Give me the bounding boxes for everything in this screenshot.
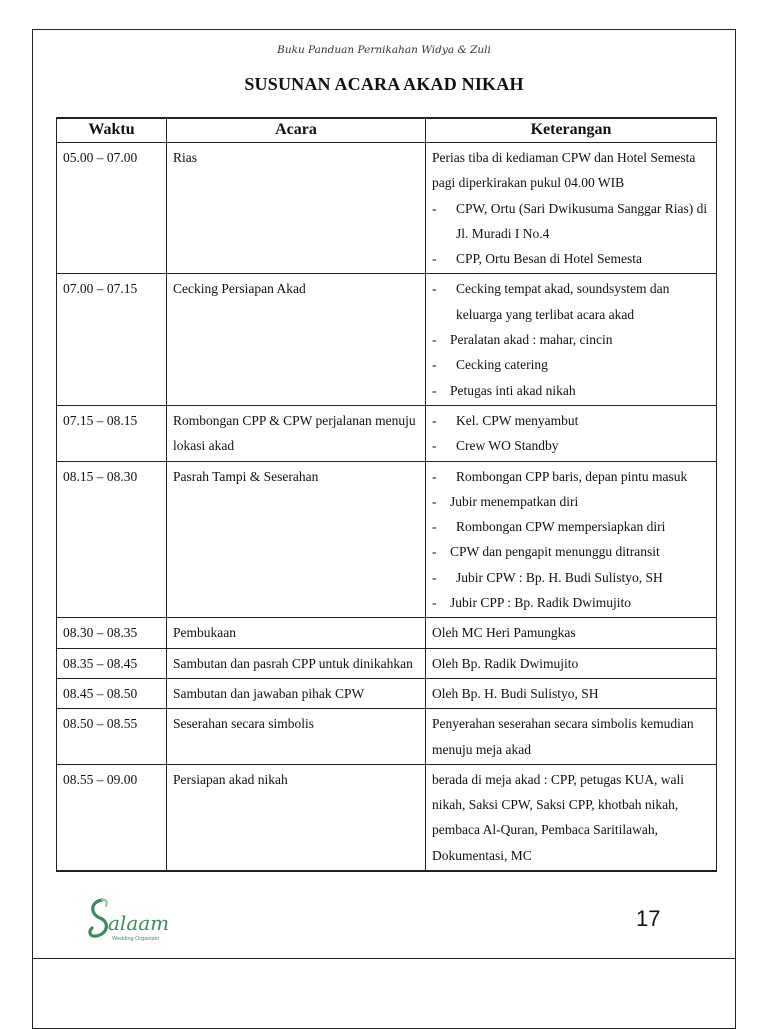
table-row: [57, 143, 717, 274]
cell-acara: Seserahan secara simbolis: [167, 709, 426, 765]
bullet-dash: -: [432, 281, 437, 297]
table-row: [57, 678, 717, 708]
bullet-dash: -: [432, 332, 437, 348]
cell-acara: Persiapan akad nikah: [167, 764, 426, 871]
keterangan-text: Oleh Bp. Radik Dwimujito: [432, 655, 579, 671]
bullet-text: CPW dan pengapit menunggu ditransit: [450, 544, 660, 560]
cell-keterangan: [426, 764, 717, 871]
cell-acara: Rombongan CPP & CPW perjalanan menuju lokasi akad: [167, 405, 426, 461]
cell-acara: Rias: [167, 143, 426, 274]
cell-waktu: 07.15 – 08.15: [57, 405, 167, 461]
bullet-text: Petugas inti akad nikah: [450, 382, 576, 398]
bullet-text: CPP, Ortu Besan di Hotel Semesta: [456, 251, 642, 267]
column-header-waktu: Waktu: [57, 118, 167, 143]
keterangan-text: Oleh MC Heri Pamungkas: [432, 625, 576, 641]
bullet-text: Cecking tempat akad, soundsystem dan keluarga yang terlibat acara akad: [456, 281, 670, 322]
cell-acara: Pasrah Tampi & Seserahan: [167, 461, 426, 618]
keterangan-bullet: [432, 489, 710, 514]
keterangan-bullet: [432, 464, 710, 489]
cell-keterangan: [426, 143, 717, 274]
bullet-dash: -: [432, 438, 437, 454]
bullet-text: CPW, Ortu (Sari Dwikusuma Sanggar Rias) di Jl. Muradi I No.4: [456, 200, 708, 241]
keterangan-text: Oleh Bp. H. Budi Sulistyo, SH: [432, 685, 599, 701]
cell-keterangan: [426, 648, 717, 678]
bullet-text: Peralatan akad : mahar, cincin: [450, 332, 613, 348]
cell-waktu: 08.15 – 08.30: [57, 461, 167, 618]
logo-wordmark: alaam: [108, 911, 170, 935]
cell-keterangan: [426, 618, 717, 648]
keterangan-bullet: [432, 246, 710, 271]
keterangan-bullet: [432, 590, 710, 615]
salaam-logo-graphic: [86, 894, 186, 946]
cell-waktu: 08.55 – 09.00: [57, 764, 167, 871]
running-header: Buku Panduan Pernikahan Widya & Zuli: [277, 44, 491, 56]
cell-keterangan: [426, 274, 717, 405]
cell-keterangan: [426, 678, 717, 708]
keterangan-bullet: [432, 276, 710, 327]
keterangan-bullet: [432, 433, 710, 458]
table-row: [57, 618, 717, 648]
cell-waktu: 07.00 – 07.15: [57, 274, 167, 405]
cell-keterangan: [426, 461, 717, 618]
cell-acara: Sambutan dan pasrah CPP untuk dinikahkan: [167, 648, 426, 678]
cell-keterangan: [426, 405, 717, 461]
table-header-row: [57, 118, 717, 143]
bullet-text: Cecking catering: [456, 357, 548, 373]
keterangan-text: Perias tiba di kediaman CPW dan Hotel Semesta pagi diperkirakan pukul 04.00 WIB: [432, 150, 696, 191]
table-row: [57, 274, 717, 405]
keterangan-text: Penyerahan seserahan secara simbolis kemudian menuju meja akad: [432, 716, 694, 757]
bullet-text: Jubir CPW : Bp. H. Budi Sulistyo, SH: [456, 569, 663, 585]
bullet-dash: -: [432, 357, 437, 373]
column-header-keterangan: Keterangan: [426, 118, 717, 143]
keterangan-bullet: [432, 327, 710, 352]
bullet-dash: -: [432, 519, 437, 535]
column-header-acara: Acara: [167, 118, 426, 143]
bullet-text: Jubir menempatkan diri: [450, 493, 579, 509]
bullet-dash: -: [432, 468, 437, 484]
bullet-text: Kel. CPW menyambut: [456, 412, 579, 428]
cell-acara: Cecking Persiapan Akad: [167, 274, 426, 405]
cell-waktu: 08.35 – 08.45: [57, 648, 167, 678]
table-row: [57, 709, 717, 765]
bullet-text: Crew WO Standby: [456, 438, 559, 454]
page-number: 17: [636, 906, 661, 931]
bullet-dash: -: [432, 251, 437, 267]
keterangan-bullet: [432, 378, 710, 403]
table-row: [57, 461, 717, 618]
keterangan-bullet: [432, 565, 710, 590]
schedule-table: [56, 117, 717, 872]
cell-acara: Pembukaan: [167, 618, 426, 648]
keterangan-bullet: [432, 514, 710, 539]
bullet-dash: -: [432, 493, 437, 509]
bullet-text: Jubir CPP : Bp. Radik Dwimujito: [450, 595, 632, 611]
table-row: [57, 648, 717, 678]
keterangan-text: berada di meja akad : CPP, petugas KUA, wali nikah, Saksi CPW, Saksi CPP, khotbah nikah, pembaca Al-Quran, Pembaca Saritilawah, Dokumentasi, MC: [432, 771, 684, 863]
bullet-dash: -: [432, 412, 437, 428]
cell-waktu: 08.30 – 08.35: [57, 618, 167, 648]
bullet-dash: -: [432, 382, 437, 398]
bullet-text: Rombongan CPW mempersiapkan diri: [456, 519, 666, 535]
salaam-logo: [86, 894, 186, 946]
bullet-text: Rombongan CPP baris, depan pintu masuk: [456, 468, 688, 484]
page-title: SUSUNAN ACARA AKAD NIKAH: [244, 74, 524, 94]
logo-subtitle: Wedding Organizer: [112, 936, 160, 942]
table-row: [57, 405, 717, 461]
bullet-dash: -: [432, 200, 437, 216]
bullet-dash: -: [432, 544, 437, 560]
footer-divider: [32, 958, 736, 959]
table-row: [57, 764, 717, 871]
cell-waktu: 08.45 – 08.50: [57, 678, 167, 708]
cell-keterangan: [426, 709, 717, 765]
cell-waktu: 08.50 – 08.55: [57, 709, 167, 765]
cell-waktu: 05.00 – 07.00: [57, 143, 167, 274]
keterangan-bullet: [432, 408, 710, 433]
keterangan-bullet: [432, 539, 710, 564]
schedule-body: [57, 143, 717, 872]
keterangan-bullet: [432, 352, 710, 377]
keterangan-bullet: [432, 196, 710, 247]
bullet-dash: -: [432, 569, 437, 585]
cell-acara: Sambutan dan jawaban pihak CPW: [167, 678, 426, 708]
bullet-dash: -: [432, 595, 437, 611]
